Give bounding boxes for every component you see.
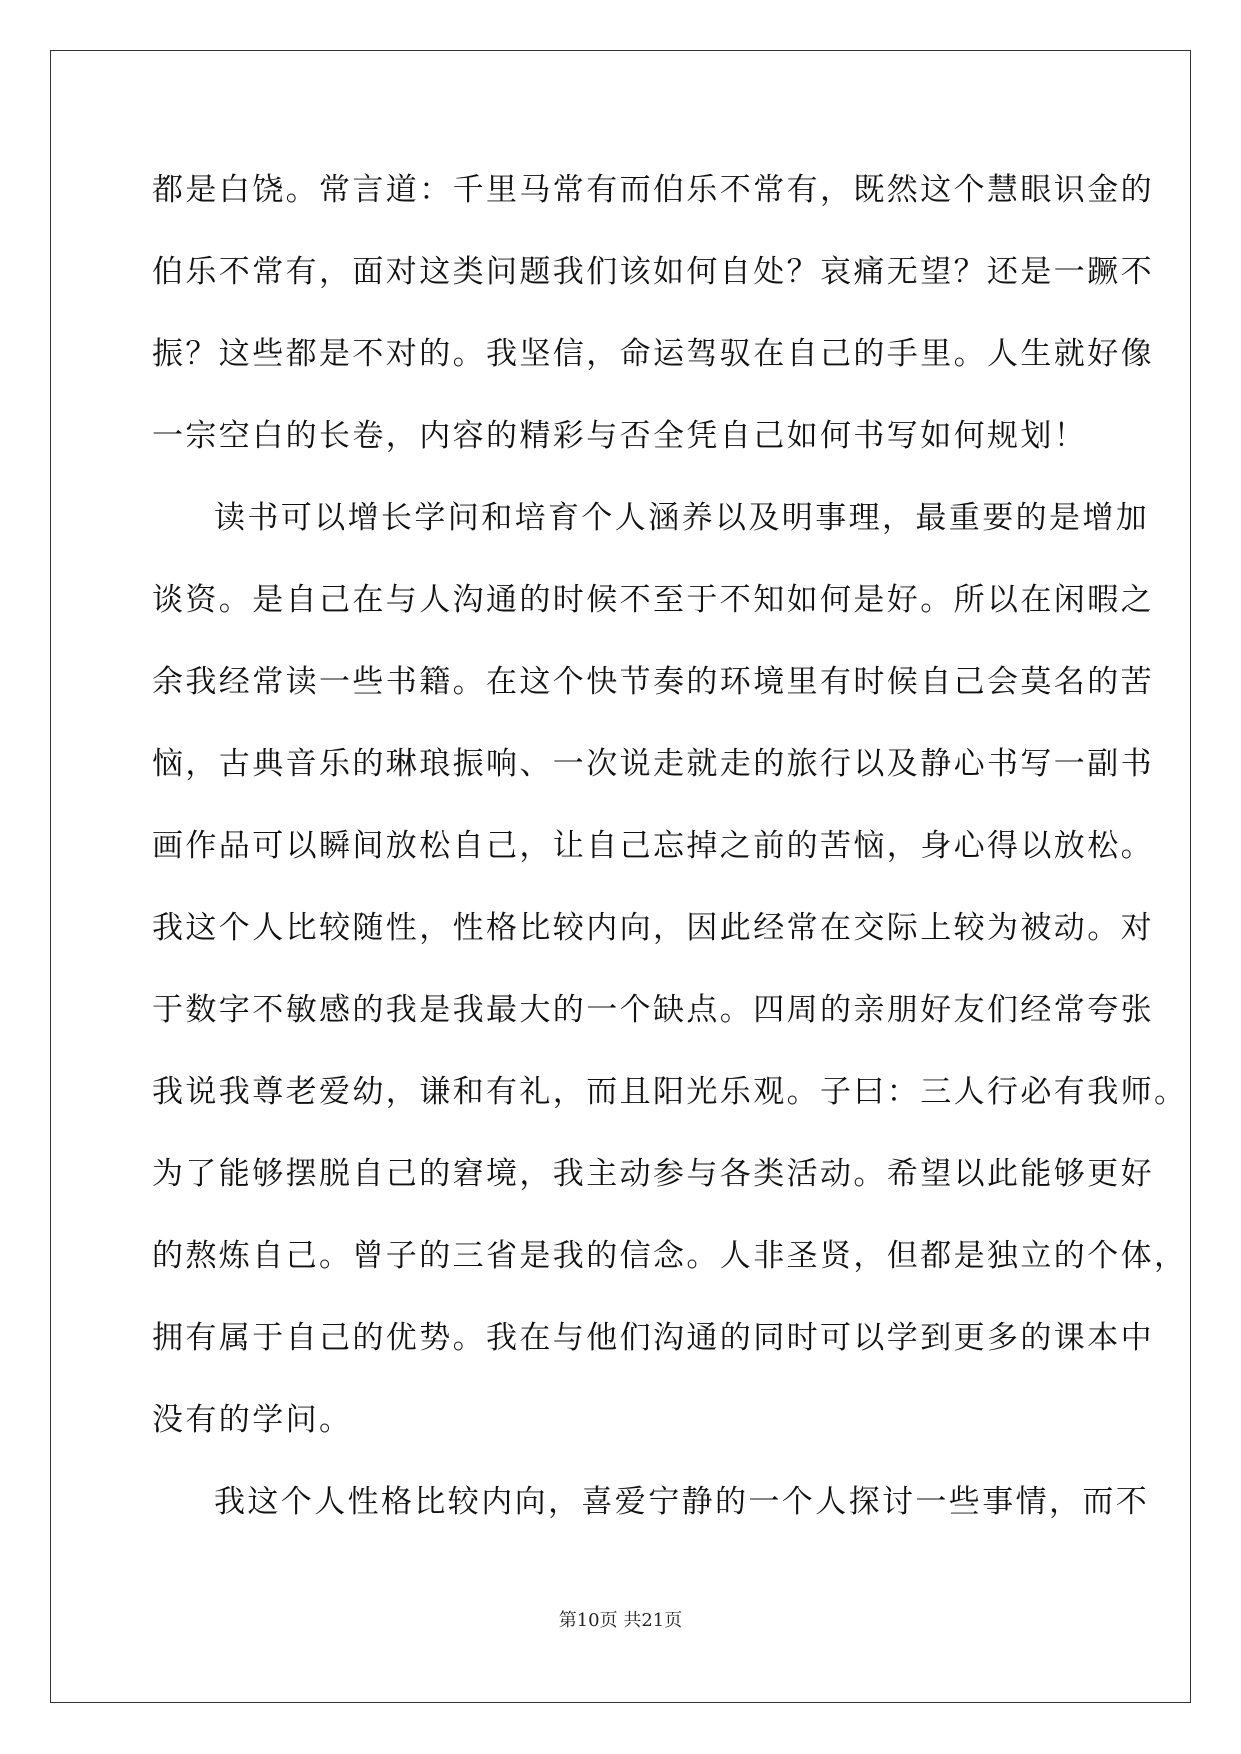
paragraph-start-line: 读书可以增长学问和培育个人涵养以及明事理，最重要的是增加 bbox=[214, 500, 1150, 536]
text-line: 恼，古典音乐的琳琅振响、一次说走就走的旅行以及静心书写一副书 bbox=[152, 746, 1154, 782]
text-line: 的熬炼自己。曾子的三省是我的信念。人非圣贤，但都是独立的个体， bbox=[152, 1238, 1188, 1274]
paragraph-start-line: 我这个人性格比较内向，喜爱宁静的一个人探讨一些事情，而不 bbox=[214, 1484, 1150, 1520]
text-line: 谈资。是自己在与人沟通的时候不至于不知如何是好。所以在闲暇之 bbox=[152, 582, 1154, 618]
text-line: 振？这些都是不对的。我坚信，命运驾驭在自己的手里。人生就好像 bbox=[152, 336, 1154, 372]
document-body bbox=[152, 160, 1188, 1554]
text-line: 都是白饶。常言道：千里马常有而伯乐不常有，既然这个慧眼识金的 bbox=[152, 172, 1154, 208]
text-line: 我这个人比较随性，性格比较内向，因此经常在交际上较为被动。对 bbox=[152, 910, 1154, 946]
text-line: 画作品可以瞬间放松自己，让自己忘掉之前的苦恼，身心得以放松。 bbox=[152, 828, 1154, 864]
text-line: 我说我尊老爱幼，谦和有礼，而且阳光乐观。子曰：三人行必有我师。 bbox=[152, 1074, 1188, 1110]
text-line: 没有的学问。 bbox=[152, 1402, 353, 1438]
text-line: 拥有属于自己的优势。我在与他们沟通的同时可以学到更多的课本中 bbox=[152, 1320, 1154, 1356]
text-line: 余我经常读一些书籍。在这个快节奏的环境里有时候自己会莫名的苦 bbox=[152, 664, 1154, 700]
page-number-footer: 第10页 共21页 bbox=[558, 1610, 683, 1631]
text-line: 一宗空白的长卷，内容的精彩与否全凭自己如何书写如何规划！ bbox=[152, 418, 1088, 454]
text-line: 为了能够摆脱自己的窘境，我主动参与各类活动。希望以此能够更好 bbox=[152, 1156, 1154, 1192]
text-line: 于数字不敏感的我是我最大的一个缺点。四周的亲朋好友们经常夸张 bbox=[152, 992, 1154, 1028]
text-line: 伯乐不常有，面对这类问题我们该如何自处？哀痛无望？还是一蹶不 bbox=[152, 254, 1154, 290]
